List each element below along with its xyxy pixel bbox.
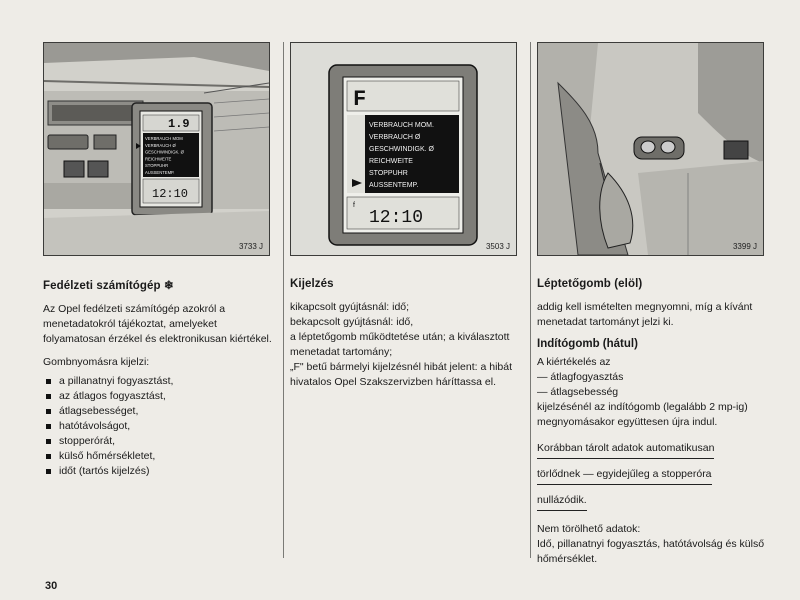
text-line: a léptetőgomb működtetése után; a kiválasztott menetadat tartomány;: [290, 331, 510, 358]
display-menu-item: GESCHWINDIGK. Ø: [369, 146, 434, 153]
display-menu-item: REICHWEITE: [369, 158, 413, 165]
text-line: bekapcsolt gyújtásnál: idő,: [290, 316, 414, 328]
feature-list: [43, 374, 278, 479]
display-letter: F: [353, 87, 367, 112]
figure-dashboard-computer: [43, 42, 270, 256]
fig1-menu-item: STOPPUHR: [145, 163, 169, 169]
front-button-icon: [661, 141, 675, 153]
list-item: időt (tartós kijelzés): [43, 464, 278, 479]
display-description: [290, 300, 525, 390]
paragraph: A kiértékelés az: [537, 356, 611, 368]
display-menu-item: STOPPUHR: [369, 170, 408, 177]
page-number: 30: [45, 580, 58, 592]
figure-code: 3733 J: [238, 242, 263, 251]
list-item: a pillanatnyi fogyasztást,: [43, 374, 278, 389]
column-divider-2: [530, 42, 531, 558]
column-1: [43, 42, 278, 479]
fig1-menu-item: VERBRAUCH Ø: [145, 142, 176, 148]
intro-paragraph: Az Opel fedélzeti számítógép azokról a menetadatokról tájékoztat, amelyeket folyamatosan érzékel és elektronikusan kiértékel.: [43, 303, 272, 345]
list-item: külső hőmérsékletet,: [43, 449, 278, 464]
figure-code: 3503 J: [485, 242, 510, 251]
display-illustration: [291, 43, 516, 255]
paragraph: addig kell ismételten megnyomni, míg a kívánt menetadat tartományt jelzi ki.: [537, 301, 753, 328]
section-heading: Kijelzés: [290, 278, 334, 290]
figure-buttons: [537, 42, 764, 256]
display-menu-item: VERBRAUCH MOM.: [369, 122, 434, 129]
fig1-menu-item: AUSSENTEMP.: [145, 170, 175, 175]
text-line: „F" betű bármelyi kijelzésnél hibát jelent: a hibát hivatalos Opel Szakszervizben háríttassa el.: [290, 361, 513, 388]
display-menu-item: AUSSENTEMP.: [369, 182, 419, 189]
underlined-note: [537, 438, 772, 516]
svg-text:f: f: [353, 202, 355, 209]
dash-item: — átlagsebesség: [537, 386, 619, 398]
dash-item: — átlagfogyasztás: [537, 371, 624, 383]
note-line: nullázódik.: [537, 493, 587, 511]
figure-code: 3399 J: [732, 242, 757, 251]
fig1-display-value: 1.9: [168, 117, 190, 131]
column-2: [290, 42, 525, 390]
list-intro: Gombnyomásra kijelzi:: [43, 356, 150, 368]
note-line: törlődnek — egyidejűleg a stopperóra: [537, 467, 712, 485]
list-item: hatótávolságot,: [43, 419, 278, 434]
section-heading: Fedélzeti számítógép ❄: [43, 280, 174, 292]
text-line: kikapcsolt gyújtásnál: idő;: [290, 301, 410, 313]
dashboard-illustration: [44, 43, 269, 255]
note-line: Korábban tárolt adatok automatikusan: [537, 441, 714, 459]
list-item: stopperórát,: [43, 434, 278, 449]
paragraph: Idő, pillanatnyi fogyasztás, hatótávolság és külső hőmérséklet.: [537, 538, 765, 565]
fig1-menu-item: VERBRAUCH MOM: [145, 136, 183, 141]
column-3: [537, 42, 772, 575]
fig1-display-time: 12:10: [152, 187, 189, 201]
section-heading: Léptetőgomb (elöl): [537, 278, 643, 290]
figure-display-closeup: [290, 42, 517, 256]
list-item: az átlagos fogyasztást,: [43, 389, 278, 404]
display-menu-item: VERBRAUCH Ø: [369, 134, 421, 141]
fig1-menu-item: GESCHWINDIGK. Ø: [145, 149, 184, 155]
list-item: átlagsebességet,: [43, 404, 278, 419]
paragraph: kijelzésénél az indítógomb (legalább 2 mp-ig) megnyomásakor együttesen újra indul.: [537, 401, 748, 428]
paragraph: Nem törölhető adatok:: [537, 523, 641, 535]
column-divider-1: [283, 42, 284, 558]
display-time: 12:10: [369, 208, 424, 228]
buttons-illustration: [538, 43, 763, 255]
fig1-menu-item: REICHWEITE: [145, 156, 172, 162]
section-heading: Indítógomb (hátul): [537, 338, 638, 350]
rear-button-icon: [641, 141, 655, 153]
